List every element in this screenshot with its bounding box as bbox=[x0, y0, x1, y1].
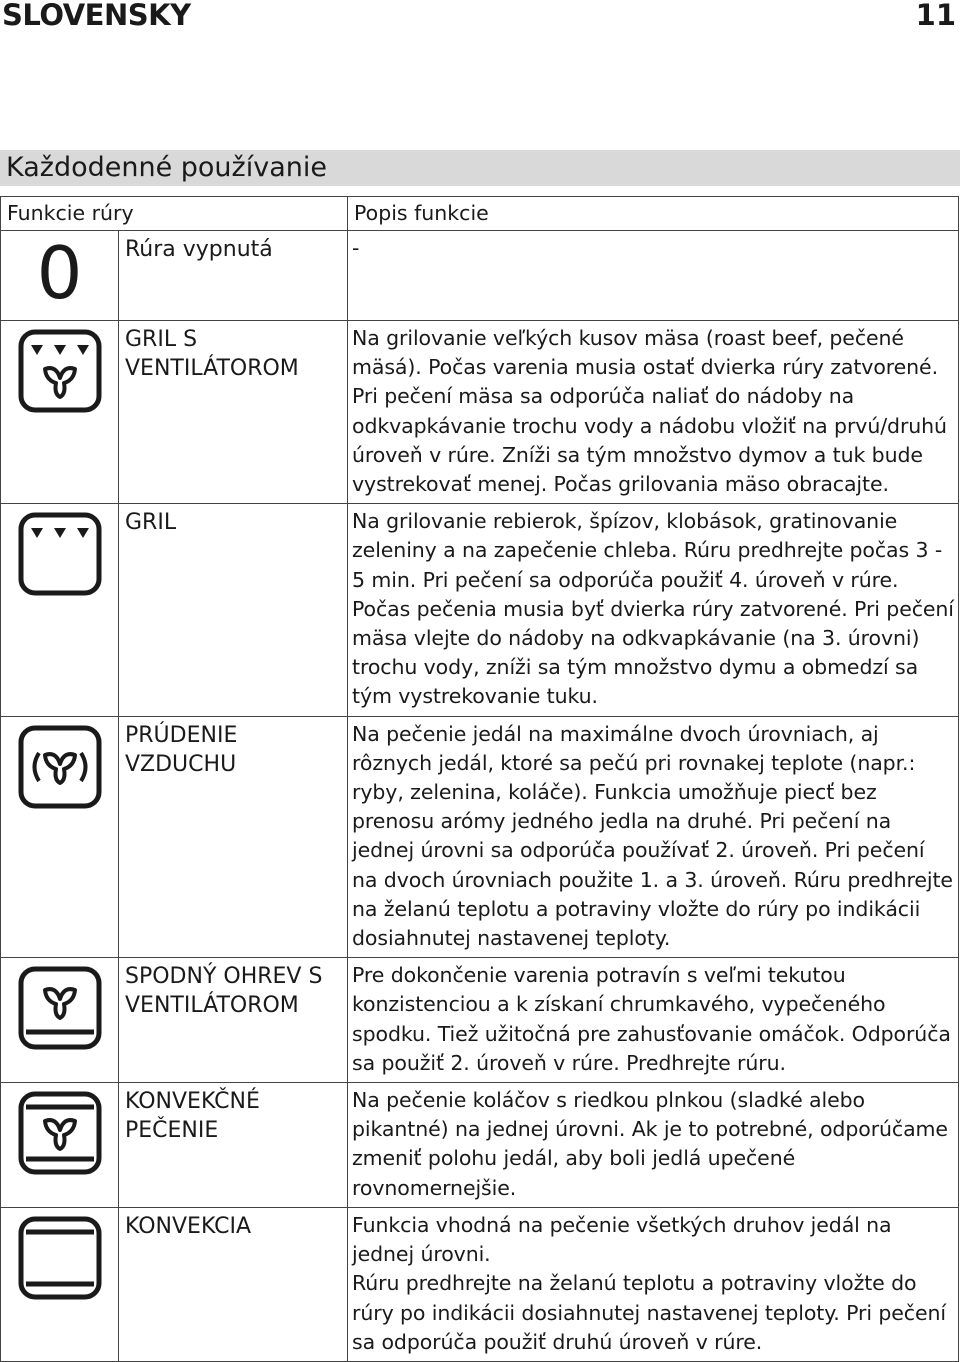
table-row bbox=[1, 1083, 959, 1208]
function-description: Na pečenie jedál na maximálne dvoch úrovniach, aj rôznych jedál, ktoré sa pečú pri rovnakej teplote (napr.: ryby, zelenina, koláče). Funkcia umožňuje piecť bez prenosu arómy jedného jedla na druhé. Pri pečení na jednej úrovni sa odporúča používať 2. úroveň. Pri pečení na dvoch úrovniach použite 1. a 3. úroveň. Rúru predhrejte na želanú teplotu a potraviny vložte do rúry po indikácii dosiahnutej nastavenej teploty. bbox=[348, 716, 959, 958]
language-label: SLOVENSKY bbox=[2, 0, 191, 32]
bottom-heat-fan-icon bbox=[18, 966, 102, 1050]
table-row bbox=[1, 1207, 959, 1361]
function-name: KONVEKCIA bbox=[119, 1207, 348, 1361]
icon-cell bbox=[1, 231, 119, 321]
fan-grill-icon bbox=[18, 329, 102, 413]
forced-air-icon bbox=[18, 725, 102, 809]
grill-icon bbox=[18, 512, 102, 596]
function-name: Rúra vypnutá bbox=[119, 231, 348, 321]
function-name: SPODNÝ OHREV S VENTILÁTOROM bbox=[119, 958, 348, 1083]
description-paragraph: Funkcia vhodná na pečenie všetkých druhov jedál na jednej úrovni. bbox=[352, 1212, 892, 1267]
icon-cell bbox=[1, 958, 119, 1083]
function-description bbox=[348, 1207, 959, 1361]
convection-bake-icon bbox=[18, 1091, 102, 1175]
function-name: GRIL S VENTILÁTOROM bbox=[119, 321, 348, 504]
page-header bbox=[0, 0, 960, 36]
convection-icon bbox=[18, 1216, 102, 1300]
section-heading-bar bbox=[0, 150, 960, 186]
icon-cell bbox=[1, 1083, 119, 1208]
table-row bbox=[1, 716, 959, 958]
function-name: PRÚDENIE VZDUCHU bbox=[119, 716, 348, 958]
icon-cell bbox=[1, 1207, 119, 1361]
function-description: - bbox=[348, 231, 959, 321]
table-row bbox=[1, 231, 959, 321]
icon-cell bbox=[1, 321, 119, 504]
section-title: Každodenné používanie bbox=[6, 152, 327, 183]
function-description: Na grilovanie veľkých kusov mäsa (roast beef, pečené mäsá). Počas varenia musia ostať dvierka rúry zatvorené. Pri pečení mäsa sa odporúča naliať do nádoby na odkvapkávanie trochu vody a nádobu vložiť na prvú/druhú úroveň v rúre. Zníži sa tým množstvo dymov a tuk bude vystrekovať menej. Počas grilovania mäso obracajte. bbox=[348, 321, 959, 504]
function-description: Na grilovanie rebierok, špízov, klobások, gratinovanie zeleniny a na zapečenie chleba. Rúru predhrejte počas 3 - 5 min. Pri pečení sa odporúča použiť 4. úroveň v rúre. Počas pečenia musia byť dvierka rúry zatvorené. Pri pečení mäsa vlejte do nádoby na odkvapkávanie (na 3. úrovni) trochu vody, zníži sa tým množstvo dymu a obmedzí sa tým vystrekovanie tuku. bbox=[348, 504, 959, 716]
zero-symbol-icon: 0 bbox=[36, 231, 83, 315]
function-description: Pre dokončenie varenia potravín s veľmi tekutou konzistenciou a k získaní chrumkavého, vypečeného spodku. Tiež užitočná pre zahusťovanie omáčok. Odporúča sa použiť 2. úroveň v rúre. Predhrejte rúru. bbox=[348, 958, 959, 1083]
description-paragraph: Rúru predhrejte na želanú teplotu a potraviny vložte do rúry po indikácii dosiahnutej nastavenej teploty. Pri pečení sa odporúča použiť druhú úroveň v rúre. bbox=[352, 1271, 946, 1354]
column-header-description: Popis funkcie bbox=[348, 197, 959, 231]
function-name: KONVEKČNÉ PEČENIE bbox=[119, 1083, 348, 1208]
icon-cell bbox=[1, 504, 119, 716]
table-row bbox=[1, 504, 959, 716]
icon-cell bbox=[1, 716, 119, 958]
table-header-row bbox=[1, 197, 959, 231]
function-description: Na pečenie koláčov s riedkou plnkou (sladké alebo pikantné) na jednej úrovni. Ak je to potrebné, odporúčame zmeniť polohu jedál, aby boli jedlá upečené rovnomernejšie. bbox=[348, 1083, 959, 1208]
page-number: 11 bbox=[915, 0, 956, 32]
column-header-function: Funkcie rúry bbox=[1, 197, 348, 231]
table-row bbox=[1, 321, 959, 504]
oven-functions-table bbox=[0, 196, 959, 1362]
table-row bbox=[1, 958, 959, 1083]
function-name: GRIL bbox=[119, 504, 348, 716]
